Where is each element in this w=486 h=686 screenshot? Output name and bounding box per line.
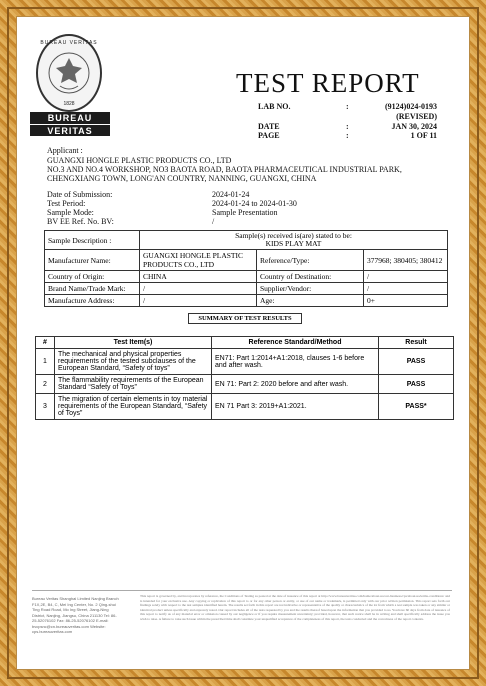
manufacture-address-value: / [140,295,257,307]
row-number: 1 [36,349,55,375]
logo-text-veritas: VERITAS [30,124,110,136]
date-colon: : [346,122,349,131]
seal-year: 1828 [63,101,75,107]
row-test-item: The flammability requirements of the European Standard “Safety of Toys” [55,375,212,394]
applicant-address-line1: NO.3 AND NO.4 WORKSHOP, NO3 BAOTA ROAD, BAOTA PHARMACEUTICAL INDUSTRIAL PARK, [47,165,402,174]
seal-emblem-icon [38,36,100,110]
manufacture-address-label: Manufacture Address: [45,295,140,307]
country-origin-value: CHINA [140,271,257,283]
test-period-value: 2024-01-24 to 2024-01-30 [212,199,297,208]
header-result: Result [379,337,454,349]
bureau-veritas-seal [36,34,102,112]
country-destination-value: / [364,271,448,283]
brand-name-value: / [140,283,257,295]
test-period-label: Test Period: [47,199,86,208]
summary-title: SUMMARY OF TEST RESULTS [188,313,302,324]
row-reference: EN 71: Part 2: 2020 before and after wash. [212,375,379,394]
reference-type-label: Reference/Type: [257,250,364,271]
header-test-items: Test Item(s) [55,337,212,349]
applicant-address-line2: CHENGXIANG TOWN, LONG'AN COUNTRY, NANNING, GUANGXI, CHINA [47,174,317,183]
header-number: # [36,337,55,349]
date-value: JAN 30, 2024 [391,122,437,131]
footer-lab-address: Bureau Veritas Shanghai Limited Nanjing Branch F1X,2E, B4, C, Mei Ing Center, No. 2 Qing-shui Ting Road Road, Mo Ing Street, Jiang-Ning District, Nanjing, Jiangsu, China 211130 Tel: 86-25-52076102 Fax: 86-25-52076102 E-mail: bvcpsnc@cn.bureauveritas.com Website: cps.bureauveritas.com [32,596,119,634]
page-value: 1 OF 11 [410,131,437,140]
table-row [36,394,454,420]
row-reference: EN71: Part 1:2014+A1:2018, clauses 1-6 before and after wash. [212,349,379,375]
table-row [36,375,454,394]
test-results-table [35,336,454,420]
table-row [36,349,454,375]
footer-divider [32,590,452,591]
country-destination-label: Country of Destination: [257,271,364,283]
page-label: PAGE [258,131,280,140]
page-colon: : [346,131,349,140]
sample-description-cell [140,231,448,250]
sample-info-table [44,230,448,307]
logo-text-bureau: BUREAU [30,112,110,124]
row-result: PASS [379,349,454,375]
sample-description-line2: KIDS PLAY MAT [265,239,322,248]
row-number: 3 [36,394,55,420]
sample-description-line1: Sample(s) received is(are) stated to be: [235,231,352,240]
seal-ring-text: BUREAU VERITAS [40,40,98,46]
header-reference-standard: Reference Standard/Method [212,337,379,349]
bv-ref-label: BV EE Ref. No. BV: [47,217,114,226]
row-test-item: The mechanical and physical properties requirements of the tested subclauses of the European Standard, “Safety of toys” [55,349,212,375]
row-number: 2 [36,375,55,394]
row-result: PASS [379,375,454,394]
age-value: 0+ [364,295,448,307]
results-header-row [36,337,454,349]
row-test-item: The migration of certain elements in toy material requirements of the European Standard, “Safety of Toys” [55,394,212,420]
submission-date-value: 2024-01-24 [212,190,250,199]
date-label: DATE [258,122,280,131]
age-label: Age: [257,295,364,307]
sample-description-label: Sample Description : [45,231,140,250]
applicant-label: Applicant : [47,146,83,155]
report-title: TEST REPORT [236,68,420,98]
lab-no-colon: : [346,102,349,111]
row-reference: EN 71 Part 3: 2019+A1:2021. [212,394,379,420]
lab-no-value: (9124)024-0193 [385,102,437,111]
lab-no-label: LAB NO. [258,102,291,111]
supplier-value: / [364,283,448,295]
row-result: PASS* [379,394,454,420]
brand-name-label: Brand Name/Trade Mark: [45,283,140,295]
reference-type-value: 377968; 380405; 380412 [364,250,448,271]
sample-mode-label: Sample Mode: [47,208,94,217]
footer-disclaimer: This report is governed by, and incorporates by reference, the Conditions of Testing as posted at the date of issuance of this report at http://www.bureauveritas.com/home/about-us/our-business/cps/about-us/terms-conditions/ and is intended for your exclusive use. Any copying or replication of this report to or for any other person or entity, or use of our name or trademark, is permitted only with our prior written permission. This report sets forth our findings solely with respect to the test samples identified herein. The results set forth in this report are not indicative or representative of the quality or characteristics of the lot from which a test sample was taken or any similar or identical product unless specifically and expressly noted. Our report includes all of the tests requested by you and the results thereof based upon the information that you provided to us. You have 60 days from date of issuance of this report to notify us of any material error or omission caused by our negligence or if you require measurement uncertainty; provided, however, that such notice shall be in writing and shall specifically address the issue you wish to raise. A failure to raise such issue within the prescribed time shall constitute your unqualified acceptance of the completeness of this report, the tests conducted and the correctness of the report contents. [140,594,450,621]
bv-ref-value: / [212,217,215,226]
applicant-name: GUANGXI HONGLE PLASTIC PRODUCTS CO., LTD [47,156,232,165]
submission-date-label: Date of Submission: [47,190,113,199]
manufacturer-name-value: GUANGXI HONGLE PLASTIC PRODUCTS CO., LTD [140,250,257,271]
manufacturer-name-label: Manufacturer Name: [45,250,140,271]
revised-note: (REVISED) [396,112,437,121]
country-origin-label: Country of Origin: [45,271,140,283]
supplier-label: Supplier/Vendor: [257,283,364,295]
sample-mode-value: Sample Presentation [212,208,278,217]
